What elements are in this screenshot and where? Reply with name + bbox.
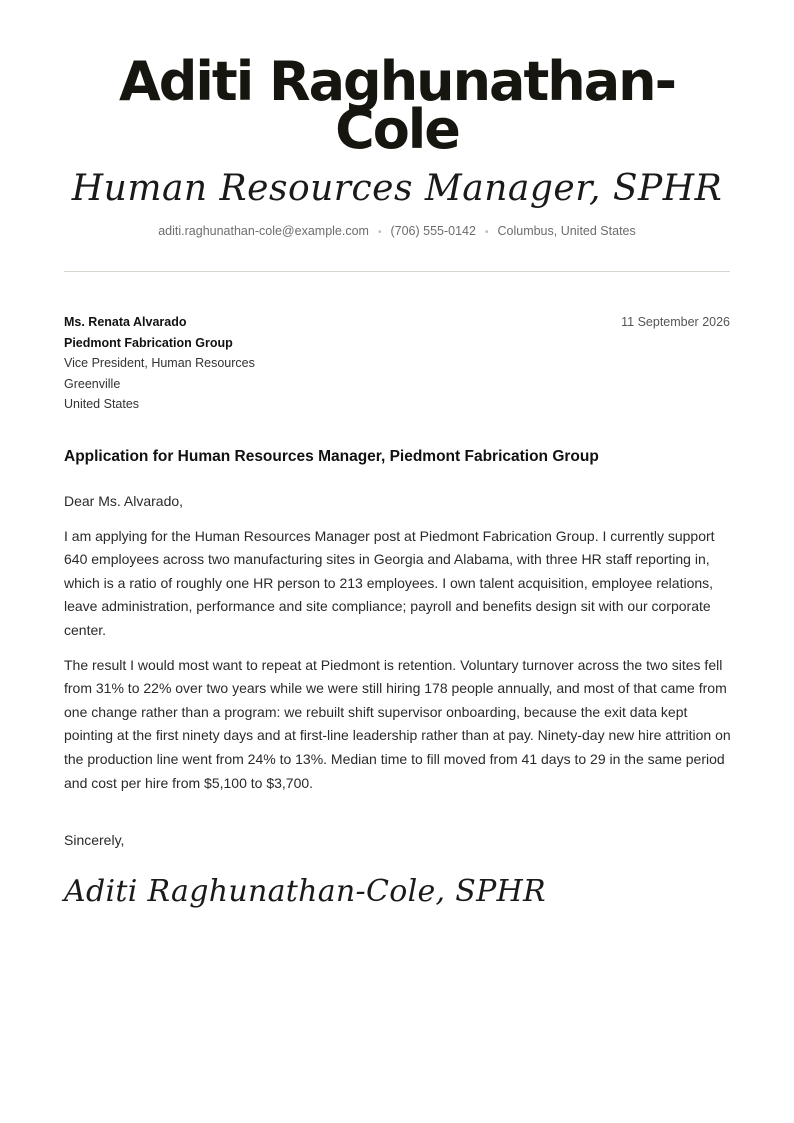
header-divider bbox=[64, 271, 730, 272]
contact-email[interactable]: aditi.raghunathan-cole@example.com bbox=[158, 224, 369, 238]
applicant-title: Human Resources Manager, SPHR bbox=[71, 168, 723, 209]
body-paragraph: The result I would most want to repeat at Piedmont is retention. Voluntary turnover across the two sites fell from 31% to 22% over two years while we were still hiring 178 people annually, and most of that came from one change rather than a program: we rebuilt shift supervisor onboarding, because the exit data kept pointing at the first ninety days and at first-line leadership rather than at pay. Ninety-day new hire attrition on the production line went from 24% to 13%. Median time to fill moved from 41 days to 29 in the same period and cost per hire from $5,100 to $3,700. bbox=[64, 656, 731, 791]
recipient-country: United States bbox=[64, 397, 140, 411]
closing: Sincerely, bbox=[64, 832, 125, 848]
contact-line bbox=[64, 222, 730, 242]
letter-date: 11 September 2026 bbox=[621, 315, 730, 329]
recipient-company: Piedmont Fabrication Group bbox=[64, 335, 233, 350]
salutation: Dear Ms. Alvarado, bbox=[64, 493, 184, 509]
recipient-city: Greenville bbox=[64, 376, 121, 391]
letter-body bbox=[64, 490, 732, 806]
signature: Aditi Raghunathan-Cole, SPHR bbox=[64, 874, 546, 909]
recipient-name: Ms. Renata Alvarado bbox=[64, 315, 187, 329]
contact-separator: • bbox=[377, 227, 382, 238]
contact-phone[interactable]: (706) 555-0142 bbox=[390, 224, 476, 238]
recipient-role: Vice President, Human Resources bbox=[64, 356, 255, 370]
letter-header bbox=[64, 50, 730, 242]
recipient-block bbox=[64, 312, 255, 415]
letter-subject: Application for Human Resources Manager, Piedmont Fabrication Group bbox=[64, 448, 599, 465]
body-paragraph: I am applying for the Human Resources Manager post at Piedmont Fabrication Group. I currently support 640 employees across two manufacturing sites in Georgia and Alabama, with three HR staff reporting in, which is a ratio of roughly one HR person to 213 employees. I own talent acquisition, employee relations, leave administration, performance and site compliance; payroll and benefits design sit with our corporate center. bbox=[64, 527, 715, 638]
applicant-name: Aditi Raghunathan-Cole bbox=[118, 50, 676, 161]
contact-location: Columbus, United States bbox=[497, 224, 636, 238]
contact-separator: • bbox=[484, 227, 489, 238]
